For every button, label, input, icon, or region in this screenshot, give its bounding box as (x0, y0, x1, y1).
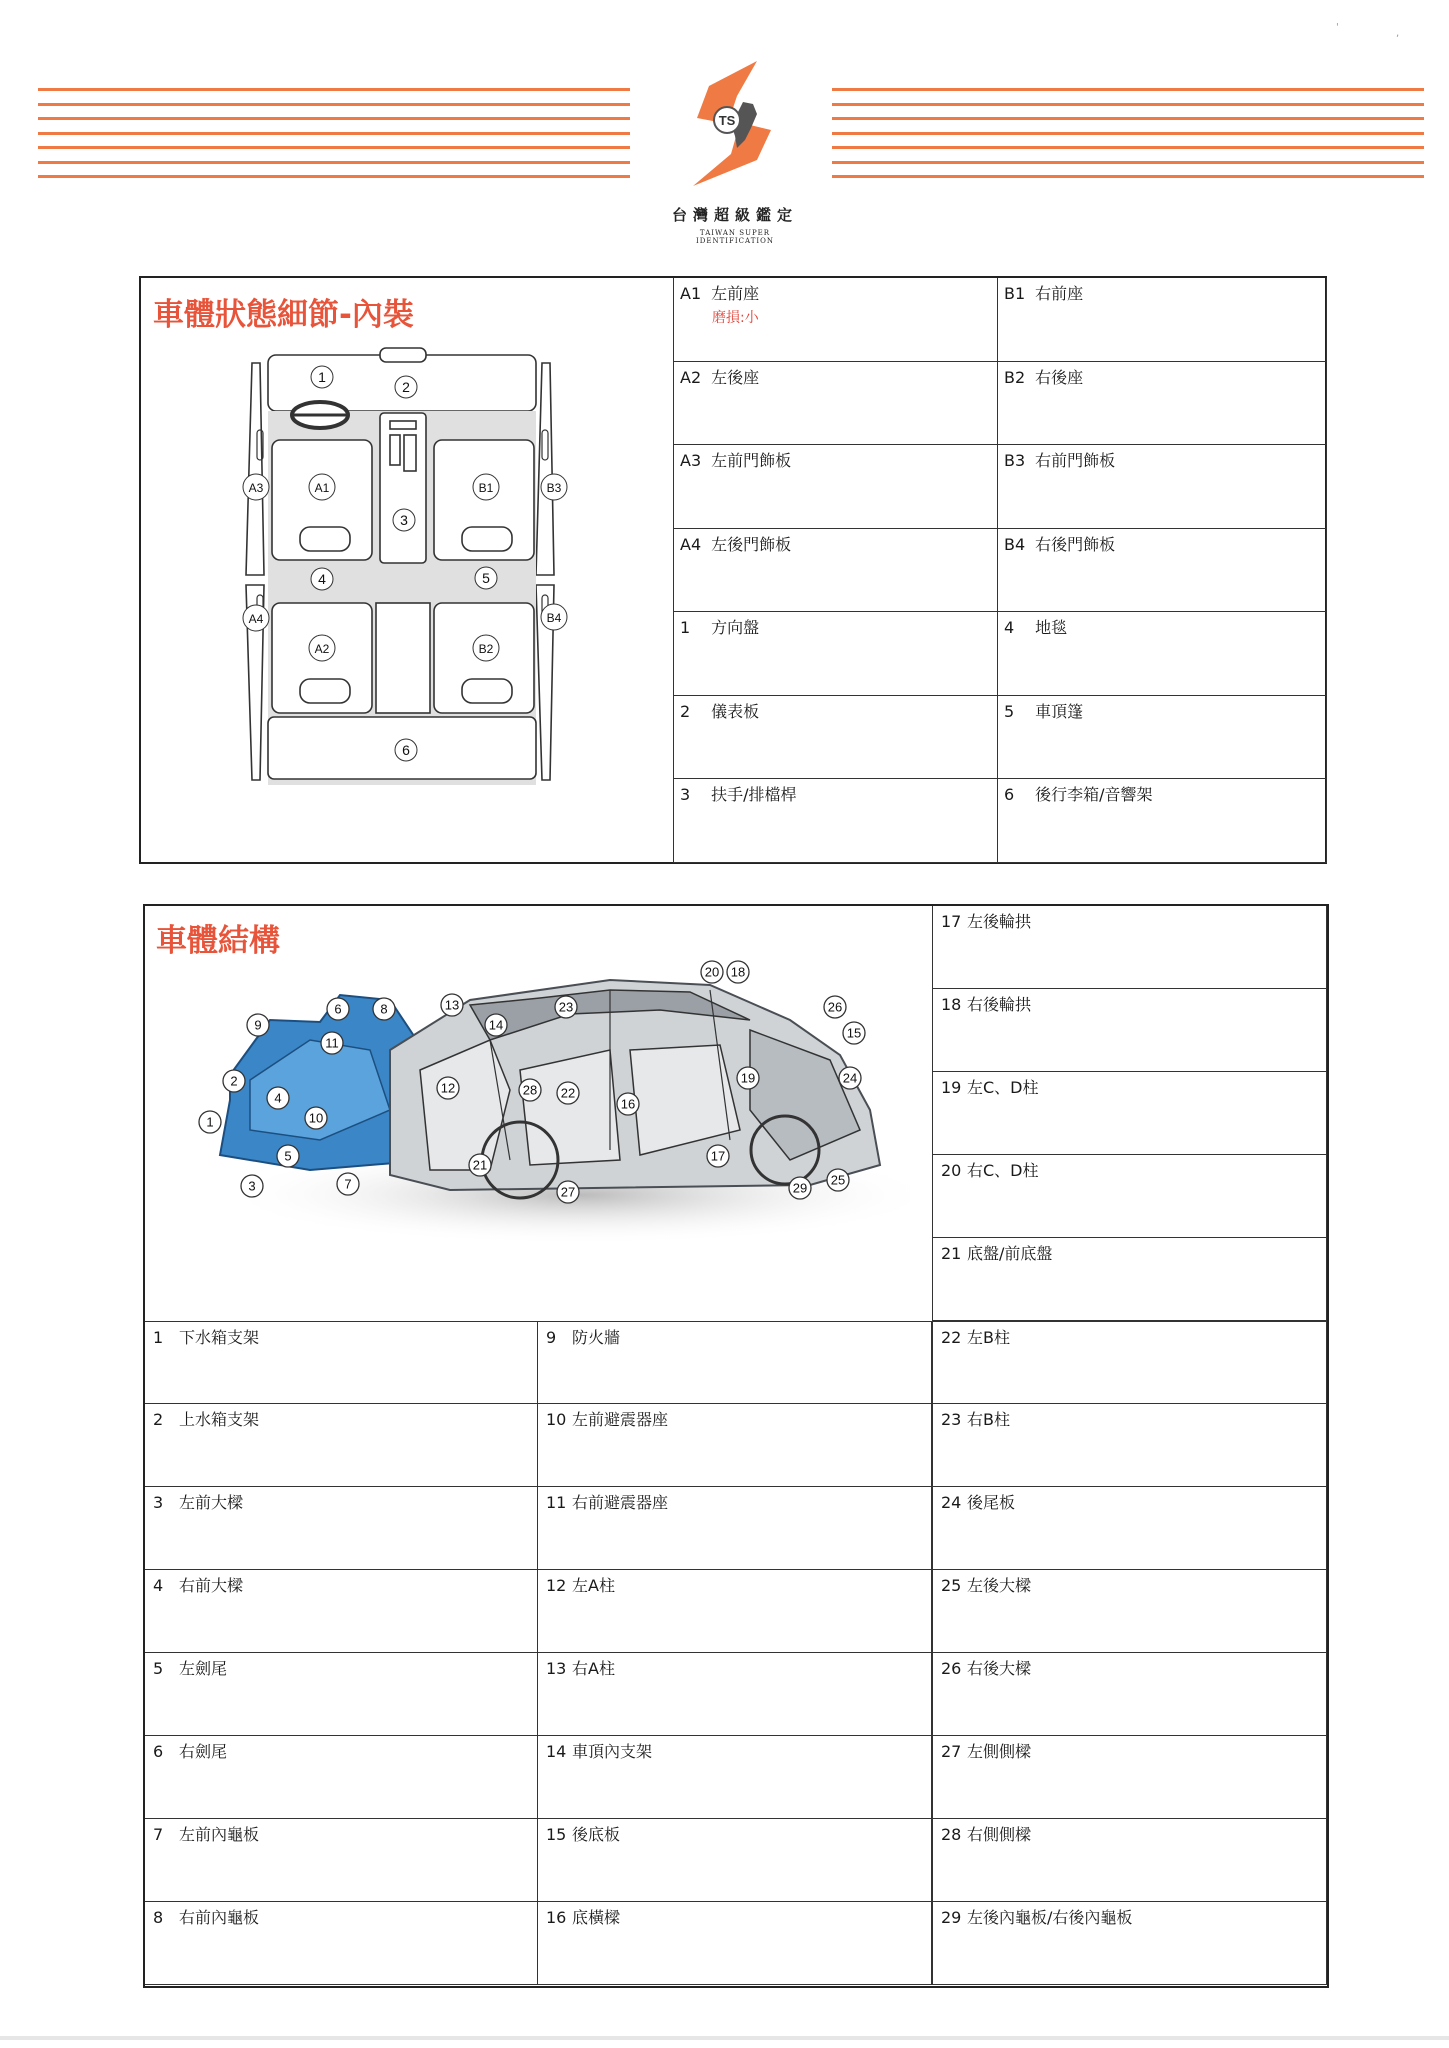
car-marker-8 (373, 998, 395, 1020)
item-label: 下水箱支架 (179, 1328, 260, 1347)
car-marker-20 (701, 961, 723, 983)
svg-text:2: 2 (402, 379, 410, 395)
interior-cell-a1 (673, 278, 998, 362)
svg-text:25: 25 (830, 1172, 846, 1188)
item-label: 左後內龜板/右後內龜板 (967, 1908, 1133, 1927)
structure-cell-25 (932, 1570, 1327, 1653)
diagram-marker-1 (311, 366, 333, 388)
svg-text:A1: A1 (314, 481, 330, 495)
structure-cell-21 (932, 1238, 1327, 1321)
diagram-marker-a3 (243, 474, 269, 500)
structure-cell-3 (145, 1487, 538, 1570)
svg-text:13: 13 (444, 997, 460, 1013)
interior-cell-b1 (998, 278, 1327, 362)
logo-chinese-name: 台灣超級鑑定 (671, 206, 798, 224)
car-marker-29 (789, 1177, 811, 1199)
svg-text:5: 5 (482, 570, 490, 586)
car-marker-25 (827, 1169, 849, 1191)
car-marker-11 (321, 1032, 343, 1054)
item-label: 底橫樑 (572, 1908, 621, 1927)
structure-cell-23 (932, 1404, 1327, 1487)
car-marker-13 (441, 994, 463, 1016)
svg-text:B1: B1 (478, 481, 494, 495)
item-label: 地毯 (1035, 618, 1068, 637)
car-marker-19 (737, 1067, 759, 1089)
item-label: 右前門飾板 (1035, 451, 1116, 470)
structure-cell-18 (932, 989, 1327, 1072)
item-label: 右劍尾 (179, 1742, 228, 1761)
svg-text:6: 6 (402, 742, 410, 758)
svg-text:20: 20 (704, 964, 720, 980)
item-label: 後底板 (572, 1825, 621, 1844)
interior-cell-1 (673, 612, 998, 696)
item-label: 右側側樑 (967, 1825, 1032, 1844)
car-marker-23 (555, 996, 577, 1018)
svg-text:3: 3 (248, 1178, 256, 1194)
car-marker-18 (727, 961, 749, 983)
svg-text:1: 1 (206, 1114, 214, 1130)
car-marker-2 (223, 1070, 245, 1092)
svg-text:A4: A4 (248, 612, 264, 626)
svg-text:B2: B2 (478, 642, 494, 656)
item-code: A4 (680, 534, 702, 554)
structure-cell-4 (145, 1570, 538, 1653)
car-marker-12 (437, 1077, 459, 1099)
car-marker-9 (247, 1014, 269, 1036)
diagram-marker-5 (475, 567, 497, 589)
item-label: 右前座 (1035, 284, 1084, 303)
interior-cell-a3 (673, 445, 998, 529)
item-code: 7 (153, 1825, 164, 1844)
svg-text:16: 16 (620, 1096, 636, 1112)
item-label: 右前內龜板 (179, 1908, 260, 1927)
structure-cell-17 (932, 906, 1327, 989)
diagram-marker-4 (311, 568, 333, 590)
item-label: 防火牆 (572, 1328, 621, 1347)
svg-text:27: 27 (560, 1184, 576, 1200)
svg-text:10: 10 (308, 1110, 324, 1126)
car-marker-16 (617, 1093, 639, 1115)
condition-note: 磨損:小 (712, 310, 759, 326)
item-code: 6 (1004, 785, 1015, 804)
logo-english-name: TAIWAN SUPER IDENTIFICATION (696, 229, 774, 245)
scan-mark: , (1396, 28, 1400, 39)
item-code: 27 (941, 1742, 962, 1761)
interior-cell-a4 (673, 529, 998, 613)
item-code: 11 (546, 1493, 567, 1512)
item-label: 右後大樑 (967, 1659, 1032, 1678)
svg-text:3: 3 (400, 512, 408, 528)
item-label: 左前避震器座 (572, 1410, 669, 1429)
item-code: 23 (941, 1410, 962, 1429)
item-label: 右後輪拱 (967, 995, 1032, 1014)
structure-cell-6 (145, 1736, 538, 1819)
logo-mark: TS (718, 113, 736, 128)
svg-text:22: 22 (560, 1085, 576, 1101)
structure-cell-5 (145, 1653, 538, 1736)
car-marker-26 (824, 996, 846, 1018)
svg-text:18: 18 (730, 964, 746, 980)
svg-text:12: 12 (440, 1080, 456, 1096)
car-marker-4 (267, 1087, 289, 1109)
svg-text:4: 4 (318, 571, 326, 587)
svg-text:5: 5 (284, 1148, 292, 1164)
item-label: 左A柱 (572, 1576, 615, 1595)
interior-cell-b3 (998, 445, 1327, 529)
item-code: 20 (941, 1161, 962, 1180)
diagram-marker-b1 (473, 474, 499, 500)
item-code: 6 (153, 1742, 164, 1761)
page-bottom-edge (0, 2036, 1449, 2040)
item-code: 14 (546, 1742, 567, 1761)
item-code: 26 (941, 1659, 962, 1678)
car-marker-22 (557, 1082, 579, 1104)
item-label: 左前門飾板 (711, 451, 792, 470)
svg-text:11: 11 (325, 1035, 339, 1051)
car-marker-7 (337, 1173, 359, 1195)
interior-cell-b2 (998, 362, 1327, 446)
item-label: 左側側樑 (967, 1742, 1032, 1761)
item-label: 左後大樑 (967, 1576, 1032, 1595)
item-code: 8 (153, 1908, 164, 1927)
car-marker-28 (519, 1079, 541, 1101)
item-code: 21 (941, 1244, 962, 1263)
item-label: 左劍尾 (179, 1659, 228, 1678)
item-code: 4 (153, 1576, 164, 1595)
item-label: 後行李箱/音響架 (1035, 785, 1153, 804)
item-code: 5 (153, 1659, 164, 1678)
item-code: A2 (680, 367, 702, 387)
svg-text:24: 24 (842, 1070, 858, 1086)
item-code: 22 (941, 1328, 962, 1347)
car-marker-24 (839, 1067, 861, 1089)
svg-text:17: 17 (710, 1148, 726, 1164)
item-label: 左前座 (711, 284, 760, 303)
item-label: 左前內龜板 (179, 1825, 260, 1844)
item-label: 左C、D柱 (967, 1078, 1039, 1097)
item-code: 3 (153, 1493, 164, 1512)
car-marker-3 (241, 1175, 263, 1197)
item-label: 右前大樑 (179, 1576, 244, 1595)
interior-cell-6 (998, 779, 1327, 863)
svg-text:1: 1 (318, 369, 326, 385)
item-code: 5 (1004, 701, 1015, 721)
item-code: 1 (153, 1328, 164, 1347)
item-label: 方向盤 (711, 618, 760, 637)
structure-cell-24 (932, 1487, 1327, 1570)
structure-cell-26 (932, 1653, 1327, 1736)
car-marker-21 (469, 1154, 491, 1176)
structure-cell-12 (538, 1570, 932, 1653)
item-label: 右前避震器座 (572, 1493, 669, 1512)
scan-mark: ' (1336, 22, 1339, 33)
item-code: 2 (680, 701, 691, 721)
item-label: 右後門飾板 (1035, 534, 1116, 554)
structure-cell-22 (932, 1321, 1327, 1404)
item-label: 扶手/排檔桿 (711, 785, 797, 804)
interior-cell-a2 (673, 362, 998, 446)
item-code: 9 (546, 1328, 557, 1347)
svg-text:7: 7 (344, 1176, 352, 1192)
structure-cell-11 (538, 1487, 932, 1570)
svg-text:9: 9 (254, 1017, 262, 1033)
item-code: B3 (1004, 451, 1026, 470)
svg-text:28: 28 (522, 1082, 538, 1098)
svg-text:B4: B4 (546, 611, 562, 625)
car-marker-14 (485, 1014, 507, 1036)
structure-cell-7 (145, 1819, 538, 1902)
item-code: 29 (941, 1908, 962, 1927)
item-code: 16 (546, 1908, 567, 1927)
item-code: 2 (153, 1410, 164, 1429)
item-code: 18 (941, 995, 962, 1014)
interior-cell-3 (673, 779, 998, 863)
item-code: 25 (941, 1576, 962, 1595)
structure-cell-15 (538, 1819, 932, 1902)
interior-cell-2 (673, 696, 998, 780)
item-label: 左後門飾板 (711, 534, 792, 554)
item-code: A3 (680, 451, 702, 470)
diagram-marker-a1 (309, 474, 335, 500)
svg-text:14: 14 (488, 1017, 504, 1033)
diagram-marker-b2 (473, 635, 499, 661)
item-code: 13 (546, 1659, 567, 1678)
structure-cell-9 (538, 1321, 932, 1404)
item-code: A1 (680, 284, 702, 303)
car-marker-6 (327, 998, 349, 1020)
svg-text:6: 6 (334, 1001, 342, 1017)
car-body-diagram (190, 950, 910, 1260)
svg-text:B3: B3 (546, 481, 562, 495)
interior-diagram (232, 345, 572, 785)
structure-cell-27 (932, 1736, 1327, 1819)
s-logo-icon (687, 56, 783, 196)
car-marker-1 (199, 1111, 221, 1133)
diagram-marker-2 (395, 376, 417, 398)
svg-text:21: 21 (472, 1157, 488, 1173)
diagram-marker-3 (393, 509, 415, 531)
item-code: 17 (941, 912, 962, 931)
svg-text:29: 29 (792, 1180, 808, 1196)
structure-cell-28 (932, 1819, 1327, 1902)
svg-text:A2: A2 (314, 642, 330, 656)
svg-text:4: 4 (274, 1090, 282, 1106)
diagram-marker-b3 (541, 474, 567, 500)
item-label: 右後座 (1035, 367, 1084, 387)
svg-text:8: 8 (380, 1001, 388, 1017)
item-code: 3 (680, 785, 691, 804)
item-code: B2 (1004, 367, 1026, 387)
item-label: 底盤/前底盤 (967, 1244, 1053, 1263)
item-label: 右C、D柱 (967, 1161, 1039, 1180)
structure-cell-1 (145, 1321, 538, 1404)
item-code: 4 (1004, 618, 1015, 637)
car-marker-10 (305, 1107, 327, 1129)
item-code: 12 (546, 1576, 567, 1595)
item-label: 後尾板 (967, 1493, 1016, 1512)
svg-text:26: 26 (827, 999, 843, 1015)
structure-cell-10 (538, 1404, 932, 1487)
diagram-marker-a4 (243, 605, 269, 631)
item-label: 左前大樑 (179, 1493, 244, 1512)
car-marker-15 (843, 1022, 865, 1044)
item-code: B4 (1004, 534, 1026, 554)
item-label: 左B柱 (967, 1328, 1010, 1347)
item-label: 左後座 (711, 367, 760, 387)
structure-cell-8 (145, 1902, 538, 1985)
svg-text:15: 15 (846, 1025, 862, 1041)
company-logo (660, 56, 810, 246)
item-code: 28 (941, 1825, 962, 1844)
structure-cell-16 (538, 1902, 932, 1985)
item-label: 上水箱支架 (179, 1410, 260, 1429)
structure-cell-29 (932, 1902, 1327, 1985)
header-stripes-left (38, 88, 630, 190)
item-code: B1 (1004, 284, 1026, 303)
item-label: 儀表板 (711, 701, 760, 721)
structure-cell-2 (145, 1404, 538, 1487)
structure-cell-13 (538, 1653, 932, 1736)
structure-cell-19 (932, 1072, 1327, 1155)
diagram-marker-b4 (541, 604, 567, 630)
item-code: 10 (546, 1410, 567, 1429)
item-code: 19 (941, 1078, 962, 1097)
svg-text:A3: A3 (248, 481, 264, 495)
diagram-marker-6 (395, 739, 417, 761)
svg-text:23: 23 (558, 999, 574, 1015)
car-marker-17 (707, 1145, 729, 1167)
car-marker-27 (557, 1181, 579, 1203)
diagram-marker-a2 (309, 635, 335, 661)
item-code: 15 (546, 1825, 567, 1844)
item-code: 1 (680, 618, 691, 637)
structure-section-title: 車體結構 (156, 923, 280, 959)
header-stripes-right (832, 88, 1424, 190)
interior-section-title: 車體狀態細節-內裝 (153, 297, 414, 333)
interior-cell-4 (998, 612, 1327, 696)
svg-text:19: 19 (740, 1070, 756, 1086)
svg-text:2: 2 (230, 1073, 238, 1089)
structure-cell-20 (932, 1155, 1327, 1238)
item-label: 左後輪拱 (967, 912, 1032, 931)
interior-cell-5 (998, 696, 1327, 780)
item-label: 車頂內支架 (572, 1742, 653, 1761)
car-marker-5 (277, 1145, 299, 1167)
item-label: 右A柱 (572, 1659, 615, 1678)
item-label: 右B柱 (967, 1410, 1010, 1429)
interior-cell-b4 (998, 529, 1327, 613)
item-code: 24 (941, 1493, 962, 1512)
item-label: 車頂篷 (1035, 701, 1084, 721)
structure-cell-14 (538, 1736, 932, 1819)
